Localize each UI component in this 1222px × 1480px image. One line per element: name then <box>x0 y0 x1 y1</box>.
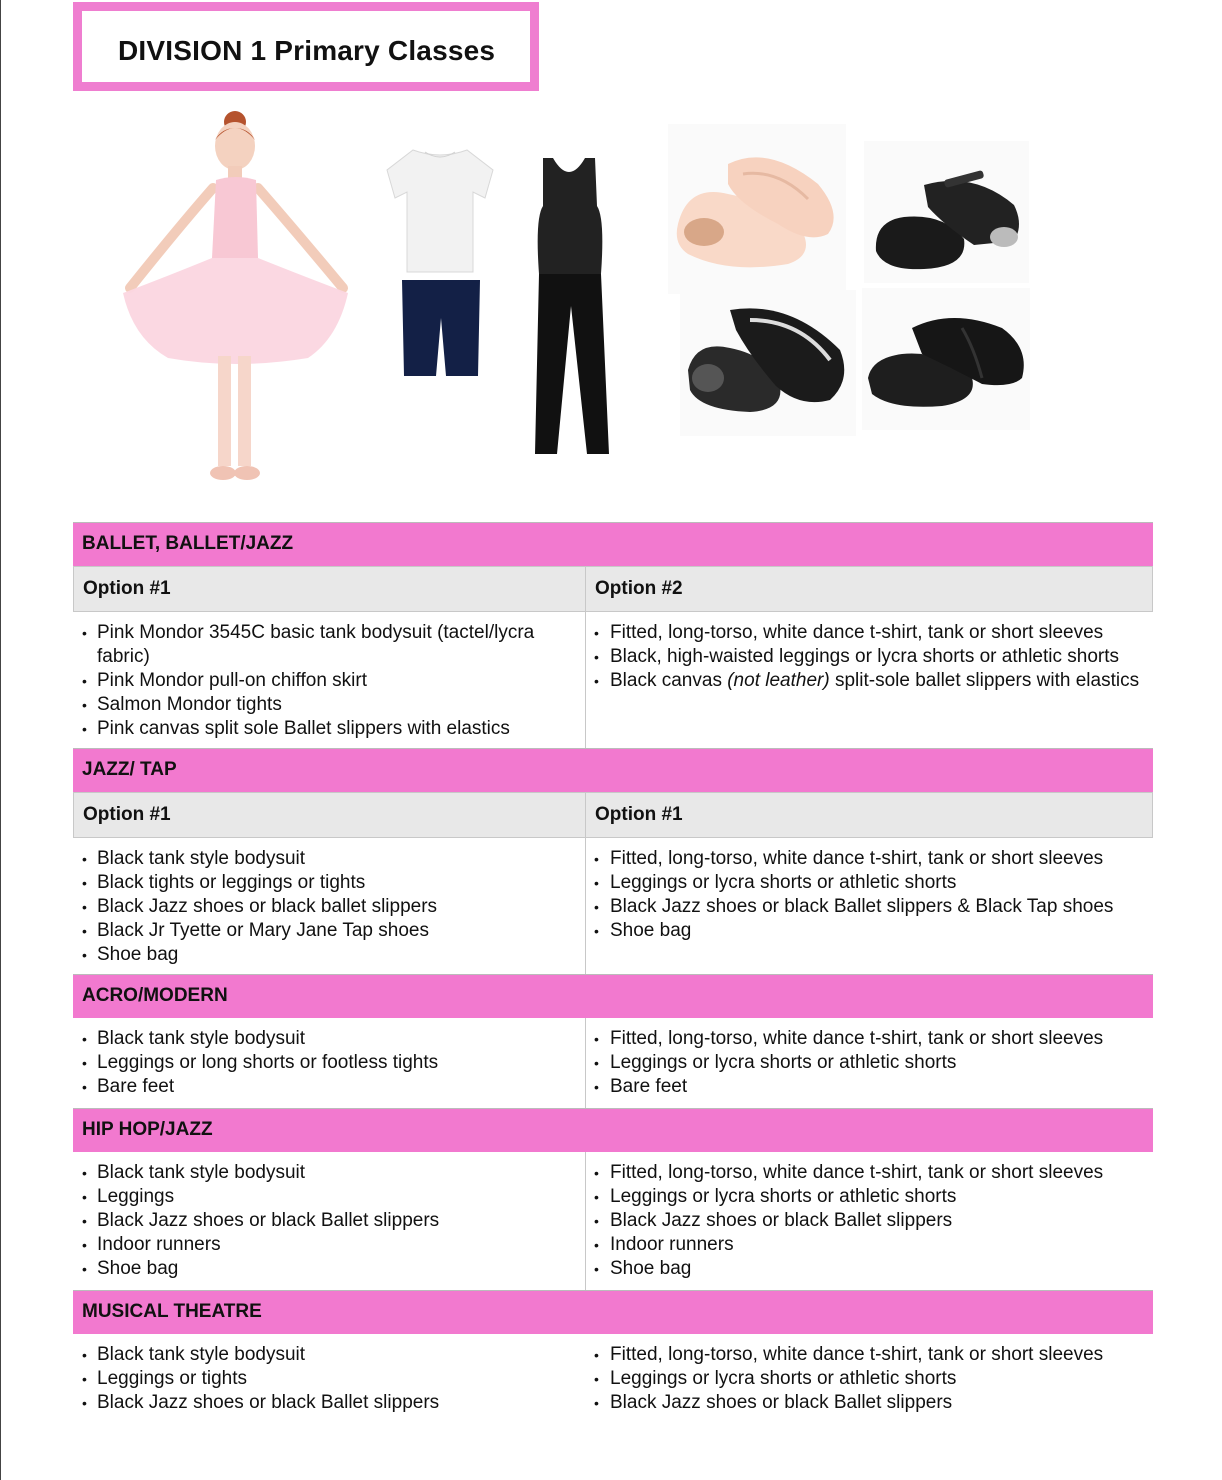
option-row-jazz-tap <box>73 792 1153 838</box>
list-item-text: Black canvas <box>610 670 728 691</box>
list-item: • Salmon Mondor tights <box>73 693 585 717</box>
list-item: • Shoe bag <box>73 943 585 967</box>
list-item: • Black tank style bodysuit <box>73 1343 586 1367</box>
list-item: • Black Jazz shoes or black Ballet slippers <box>73 1209 585 1233</box>
list-item: • Fitted, long-torso, white dance t-shirt, tank or short sleeves <box>586 1027 1153 1051</box>
pink-ballet-slippers-image <box>668 124 846 294</box>
hiphop-items-row <box>73 1152 1153 1290</box>
jazz-tap-option1-list <box>73 838 586 974</box>
list-item-emphasis: (not leather) <box>727 670 830 691</box>
list-item: • Pink canvas split sole Ballet slippers with elastics <box>73 717 585 741</box>
list-item <box>586 669 1153 693</box>
acro-items-row <box>73 1018 1153 1108</box>
section-heading-jazz-tap: JAZZ/ TAP <box>73 748 1153 792</box>
list-item: • Black Jazz shoes or black Ballet slippers <box>586 1391 1153 1415</box>
list-item: • Pink Mondor 3545C basic tank bodysuit (tactel/lycra fabric) <box>73 621 585 669</box>
list-item: • Bare feet <box>73 1075 585 1099</box>
list-item: • Leggings or lycra shorts or athletic shorts <box>586 1051 1153 1075</box>
list-item: • Black Jazz shoes or black Ballet slippers <box>586 1209 1153 1233</box>
page-title: DIVISION 1 Primary Classes <box>118 35 496 66</box>
musical-items-row <box>73 1334 1153 1426</box>
ballet-option2-list <box>586 612 1153 748</box>
hiphop-option1-list <box>73 1152 586 1290</box>
option-label-left: Option #1 <box>73 792 586 838</box>
jazz-tap-option2-list <box>586 838 1153 974</box>
section-heading-ballet: BALLET, BALLET/JAZZ <box>73 522 1153 566</box>
list-item: • Leggings or lycra shorts or athletic shorts <box>586 871 1153 895</box>
list-item: • Indoor runners <box>586 1233 1153 1257</box>
list-item: • Bare feet <box>586 1075 1153 1099</box>
black-mary-jane-tap-shoes-image <box>864 141 1029 283</box>
jazz-tap-items-row <box>73 838 1153 974</box>
black-tank-bodysuit-and-leggings-image <box>505 156 635 456</box>
navy-shorts-image <box>400 278 482 378</box>
list-item: • Black, high-waisted leggings or lycra shorts or athletic shorts <box>586 645 1153 669</box>
list-item: • Black tank style bodysuit <box>73 1027 585 1051</box>
list-item: • Leggings or tights <box>73 1367 586 1391</box>
list-item: • Black Jazz shoes or black Ballet slippers <box>73 1391 586 1415</box>
musical-option1-list <box>73 1334 586 1426</box>
list-item: • Black tank style bodysuit <box>73 847 585 871</box>
acro-option2-list <box>586 1018 1153 1108</box>
black-jazz-shoes-image <box>862 288 1030 430</box>
list-item: • Fitted, long-torso, white dance t-shirt, tank or short sleeves <box>586 1161 1153 1185</box>
girl-in-pink-ballet-outfit-image <box>108 108 358 493</box>
list-item: • Black Jazz shoes or black ballet slippers <box>73 895 585 919</box>
list-item: • Pink Mondor pull-on chiffon skirt <box>73 669 585 693</box>
hiphop-option2-list <box>586 1152 1153 1290</box>
ballet-option1-list <box>73 612 586 748</box>
list-item: • Fitted, long-torso, white dance t-shirt, tank or short sleeves <box>586 847 1153 871</box>
black-ballet-slippers-image <box>680 290 856 436</box>
white-tshirt-image <box>385 146 495 276</box>
ballet-items-row <box>73 612 1153 748</box>
list-item: • Black tank style bodysuit <box>73 1161 585 1185</box>
list-item: • Fitted, long-torso, white dance t-shirt, tank or short sleeves <box>586 1343 1153 1367</box>
option-label-left: Option #1 <box>73 566 586 612</box>
section-heading-acro: ACRO/MODERN <box>73 974 1153 1018</box>
section-heading-musical-theatre: MUSICAL THEATRE <box>73 1290 1153 1334</box>
list-item: • Black Jazz shoes or black Ballet slippers & Black Tap shoes <box>586 895 1153 919</box>
title-box <box>73 2 539 91</box>
option-label-right: Option #2 <box>586 566 1153 612</box>
list-item: • Black Jr Tyette or Mary Jane Tap shoes <box>73 919 585 943</box>
acro-option1-list <box>73 1018 586 1108</box>
list-item: • Leggings or lycra shorts or athletic shorts <box>586 1367 1153 1391</box>
list-item: • Shoe bag <box>586 919 1153 943</box>
list-item: • Leggings or long shorts or footless tights <box>73 1051 585 1075</box>
list-item-text: split-sole ballet slippers with elastics <box>829 670 1140 691</box>
list-item: • Leggings <box>73 1185 585 1209</box>
musical-option2-list <box>586 1334 1153 1426</box>
list-item: • Leggings or lycra shorts or athletic shorts <box>586 1185 1153 1209</box>
list-item: • Shoe bag <box>586 1257 1153 1281</box>
option-row-ballet <box>73 566 1153 612</box>
list-item: • Indoor runners <box>73 1233 585 1257</box>
section-heading-hiphop: HIP HOP/JAZZ <box>73 1108 1153 1152</box>
list-item: • Fitted, long-torso, white dance t-shirt, tank or short sleeves <box>586 621 1153 645</box>
option-label-right: Option #1 <box>586 792 1153 838</box>
dress-code-table <box>73 522 1153 1426</box>
list-item: • Shoe bag <box>73 1257 585 1281</box>
page-left-rule <box>0 0 1 1480</box>
list-item: • Black tights or leggings or tights <box>73 871 585 895</box>
